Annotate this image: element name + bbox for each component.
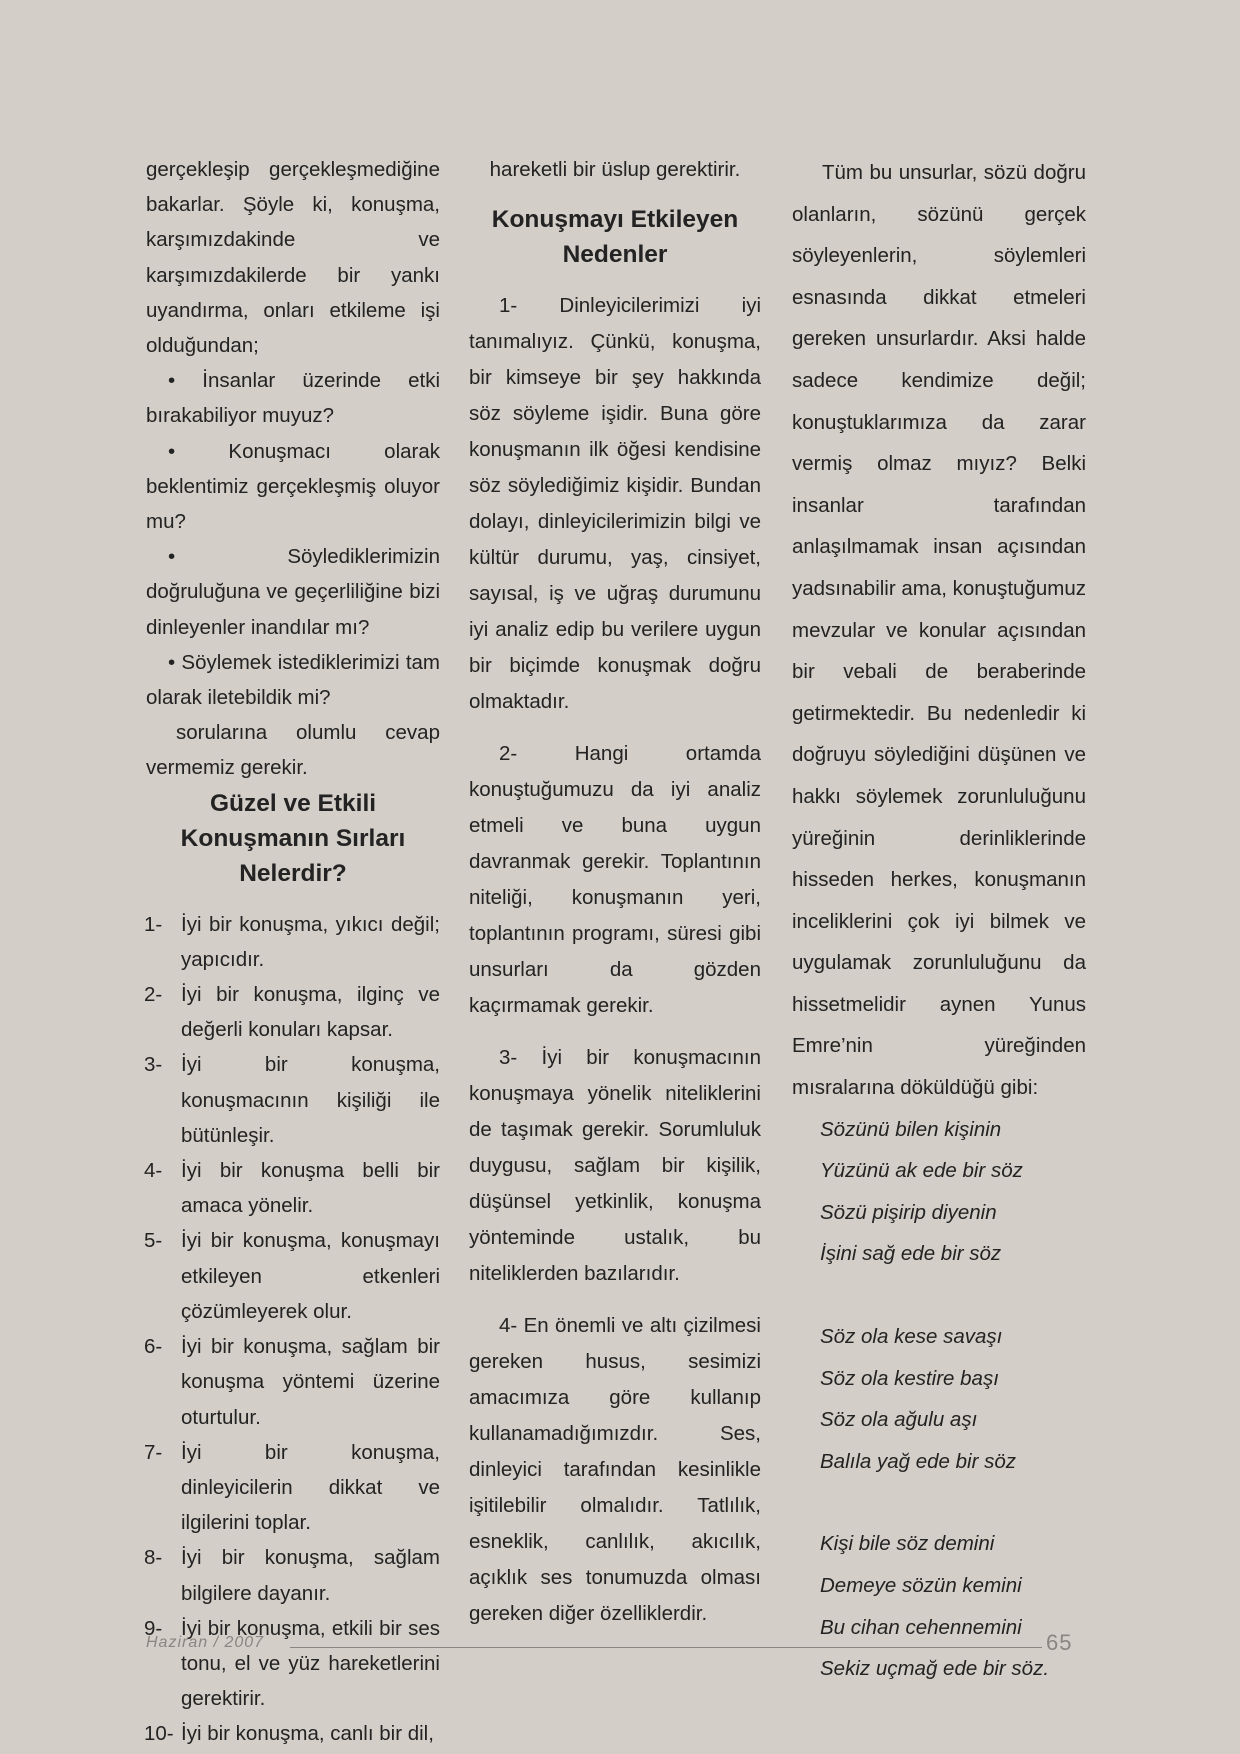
column-3	[792, 152, 1086, 1690]
list-item	[146, 1329, 440, 1435]
factor-paragraph: 1- Dinleyicilerimizi iyi tanımalıyız. Çünkü, konuşma, bir kimseye bir şey hakkında söz söyleme işidir. Buna göre konuşmanın ilk öğesi kendisine söz söylediğimiz kişidir. Bundan dolayı, dinleyicilerimizin bilgi ve kültür durumu, yaş, cinsiyet, sayısal, iş ve uğraş durumunu iyi analiz edip bu verilere uygun bir biçimde konuşmak doğru olmaktadır.	[469, 294, 761, 713]
list-item	[146, 1611, 440, 1717]
list-number: 6-	[144, 1335, 163, 1359]
poem-line: Sekiz uçmağ ede bir söz.	[820, 1657, 1050, 1681]
poem-line: Söz ola ağulu aşı	[820, 1408, 978, 1432]
poem-line: Demeye sözün kemini	[820, 1574, 1022, 1597]
poem-stanza	[792, 1109, 1086, 1275]
bullet-item: • Söylediklerimizin doğruluğuna ve geçerliliğine bizi dinleyenler inandılar mı?	[146, 545, 440, 639]
list-item	[146, 1153, 440, 1223]
poem-line: Sözü pişirip diyenin	[820, 1200, 997, 1224]
list-number: 1-	[144, 912, 163, 936]
list-item	[146, 1716, 440, 1751]
poem-line: Balıla yağ ede bir söz	[820, 1449, 1017, 1473]
list-text: İyi bir konuşma belli bir amaca yönelir.	[181, 1159, 440, 1218]
continued-text: hareketli bir üslup gerektirir.	[489, 158, 741, 181]
list-number: 10-	[144, 1722, 174, 1746]
footer-issue-date: Haziran / 2007	[146, 1634, 265, 1651]
list-text: İyi bir konuşma, konuşmayı etkileyen etkenleri çözümleyerek olur.	[181, 1229, 440, 1323]
list-text: İyi bir konuşma, canlı bir dil,	[181, 1722, 434, 1746]
section-heading-factors: Konuşmayı Etkileyen Nedenler	[491, 206, 739, 268]
list-number: 9-	[144, 1616, 163, 1640]
poem-line: Söz ola kestire başı	[820, 1366, 999, 1390]
page-number: 65	[1046, 1630, 1073, 1655]
poem-stanza	[792, 1316, 1086, 1482]
list-text: İyi bir konuşma, sağlam bilgilere dayanır.	[181, 1546, 440, 1605]
footer-rule	[290, 1647, 1042, 1648]
factor-paragraph: 4- En önemli ve altı çizilmesi gereken husus, sesimizi amacımıza göre kullanıp kullanamadığımızdır. Ses, dinleyici tarafından kesinlikle işitilebilir olmalıdır. Tatlılık, esneklik, canlılık, akıcılık, açıklık ses tonumuzda olması gereken diğer özelliklerdir.	[469, 1314, 761, 1625]
bullet-item: • İnsanlar üzerinde etki bırakabiliyor muyuz?	[146, 369, 440, 428]
poem-line: Sözünü bilen kişinin	[820, 1117, 1002, 1141]
list-item	[146, 1435, 440, 1541]
list-text: İyi bir konuşma, etkili bir ses tonu, el ve yüz hareketlerini gerektirir.	[181, 1616, 440, 1711]
factor-paragraph: 3- İyi bir konuşmacının konuşmaya yönelik niteliklerini de taşımak gerekir. Sorumluluk duygusu, sağlam bir kişilik, düşünsel yetkinlik, konuşma yönteminde ustalık, bu niteliklerden bazılarıdır.	[469, 1046, 761, 1285]
list-number: 5-	[144, 1229, 163, 1253]
list-number: 2-	[144, 983, 163, 1007]
list-number: 4-	[144, 1159, 163, 1183]
section-heading-secrets: Güzel ve Etkili Konuşmanın Sırları Nelerdir?	[180, 789, 406, 887]
list-item	[146, 1047, 440, 1153]
numbered-list	[146, 907, 440, 1752]
poem-stanza	[792, 1523, 1086, 1689]
list-item	[146, 977, 440, 1047]
poem-line: Söz ola kese savaşı	[820, 1325, 1003, 1349]
column-2	[469, 152, 761, 1648]
list-text: İyi bir konuşma, sağlam bir konuşma yöntemi üzerine oturtulur.	[181, 1335, 440, 1429]
list-item	[146, 1540, 440, 1610]
poem-line: Bu cihan cehennemini	[820, 1615, 1022, 1639]
column-1	[146, 152, 440, 1752]
list-number: 3-	[144, 1053, 163, 1077]
poem-line: Yüzünü ak ede bir söz	[820, 1159, 1023, 1183]
poem-line: İşini sağ ede bir söz	[820, 1242, 1002, 1266]
bullet-item: • Söylemek istediklerimizi tam olarak iletebildik mi?	[146, 650, 440, 710]
list-text: İyi bir konuşma, yıkıcı değil; yapıcıdır.	[181, 912, 440, 971]
list-item	[146, 1223, 440, 1329]
list-text: İyi bir konuşma, ilginç ve değerli konuları kapsar.	[181, 983, 440, 1042]
factor-paragraph: 2- Hangi ortamda konuştuğumuzu da iyi analiz etmeli ve buna uygun davranmak gerekir. Toplantının niteliği, konuşmanın yeri, toplantının programı, süresi gibi unsurları da gözden kaçırmamak gerekir.	[469, 742, 761, 1017]
list-number: 8-	[144, 1546, 163, 1570]
list-text: İyi bir konuşma, konuşmacının kişiliği ile bütünleşir.	[181, 1053, 440, 1147]
bullet-item: • Konuşmacı olarak beklentimiz gerçekleşmiş oluyor mu?	[146, 439, 440, 534]
questions-conclusion: sorularına olumlu cevap vermemiz gerekir.	[146, 721, 440, 780]
intro-paragraph: gerçekleşip gerçekleşmediğine bakarlar. Şöyle ki, konuşma, karşımızdakinde ve karşımızdakilerde bir yankı uyandırma, onları etkileme işi olduğundan;	[146, 158, 440, 358]
poem-line: Kişi bile söz demini	[820, 1532, 995, 1556]
list-item	[146, 907, 440, 977]
closing-paragraph: Tüm bu unsurlar, sözü doğru olanların, sözünü gerçek söyleyenlerin, söylemleri esnasında dikkat etmeleri gereken unsurlardır. Aksi halde sadece kendimize değil; konuştuklarımıza da zarar vermiş olmaz mıyız? Belki insanlar tarafından anlaşılmamak insan açısından yadsınabilir ama, konuştuğumuz mevzular ve konular açısından bir vebali de beraberinde getirmektedir. Bu nedenledir ki doğruyu söylediğini düşünen ve hakkı söylemek zorunluluğunu yüreğinin derinliklerinde hisseden herkes, konuşmanın inceliklerini çok iyi bilmek ve uygulamak zorunluluğunu da hissetmelidir aynen Yunus Emre’nin yüreğinden mısralarına döküldüğü gibi:	[792, 161, 1086, 1100]
list-number: 7-	[144, 1440, 163, 1464]
list-text: İyi bir konuşma, dinleyicilerin dikkat ve ilgilerini toplar.	[181, 1440, 440, 1535]
